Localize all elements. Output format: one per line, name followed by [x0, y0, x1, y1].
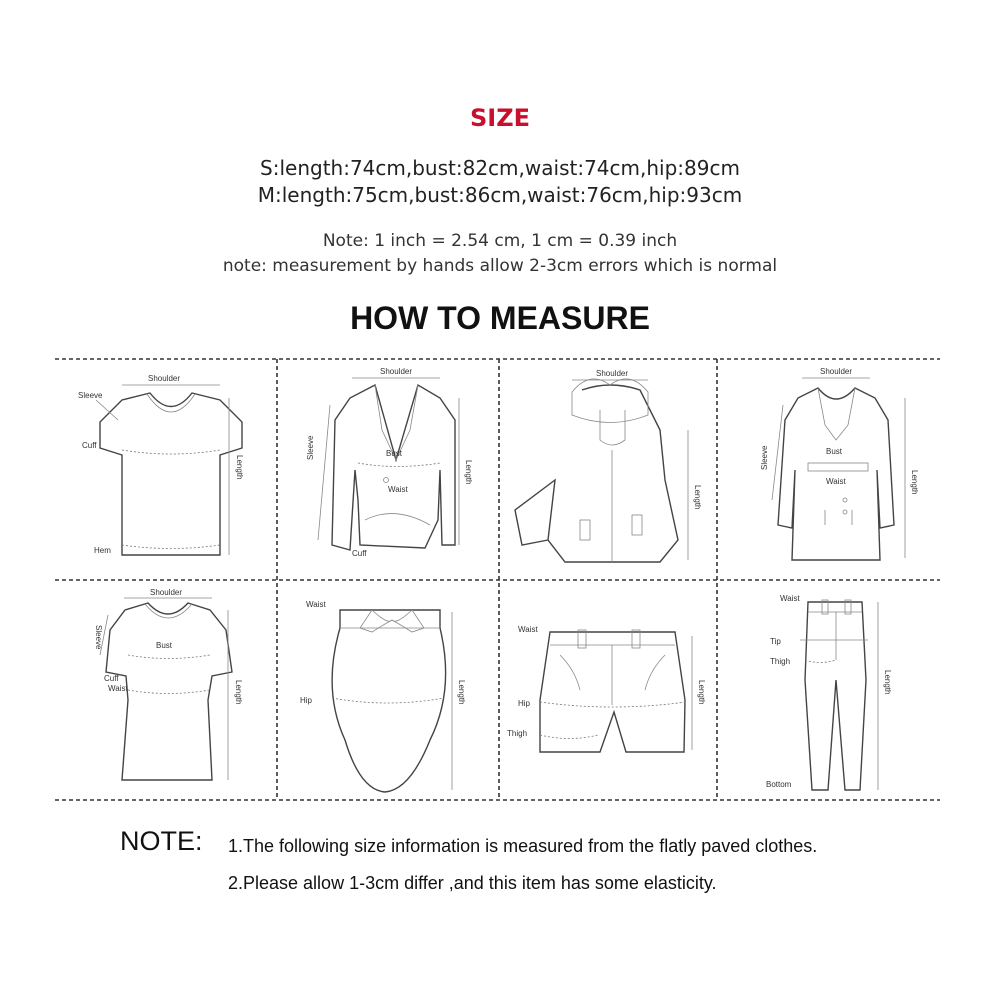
shorts-waist-label: Waist [518, 625, 538, 634]
tshirt-cuff-label: Cuff [82, 441, 97, 450]
shorts-illustration [507, 625, 706, 752]
coat-shoulder-label: Shoulder [820, 367, 853, 376]
dress-sleeve-label: Sleeve [94, 625, 103, 650]
coat-sleeve-label: Sleeve [760, 445, 769, 470]
blazer-shoulder-label: Shoulder [380, 367, 413, 376]
grid-lines [55, 359, 940, 800]
pants-length-label: Length [883, 670, 892, 695]
blazer-sleeve-label: Sleeve [306, 435, 315, 460]
size-title: SIZE [469, 104, 530, 132]
pants-waist-label: Waist [780, 594, 800, 603]
footer-note-2: 2.Please allow 1-3cm differ ,and this item has some elasticity. [228, 873, 717, 893]
dress-length-label: Length [234, 680, 243, 705]
dress-waist-label: Waist [108, 684, 128, 693]
blazer-cuff-label: Cuff [352, 549, 367, 558]
dress-bust-label: Bust [156, 641, 173, 650]
skirt-illustration [300, 600, 466, 792]
coat-bust-label: Bust [826, 447, 843, 456]
skirt-hip-label: Hip [300, 696, 313, 705]
coat-waist-label: Waist [826, 477, 846, 486]
blazer-waist-label: Waist [388, 485, 408, 494]
coat-illustration [760, 367, 919, 560]
footer-note-label: NOTE: [120, 826, 203, 856]
pants-bottom-label: Bottom [766, 780, 792, 789]
conversion-note: Note: 1 inch = 2.54 cm, 1 cm = 0.39 inch [322, 231, 678, 251]
coat-length-label: Length [910, 470, 919, 495]
skirt-waist-label: Waist [306, 600, 326, 609]
footer-note-1: 1.The following size information is measured from the flatly paved clothes. [228, 836, 818, 856]
size-row-s: S:length:74cm,bust:82cm,waist:74cm,hip:89cm [260, 156, 740, 180]
pants-illustration [766, 594, 892, 790]
error-note: note: measurement by hands allow 2-3cm errors which is normal [222, 256, 778, 276]
blazer-length-label: Length [464, 460, 473, 485]
size-row-m: M:length:75cm,bust:86cm,waist:76cm,hip:93cm [257, 183, 743, 207]
blazer-illustration [306, 367, 473, 558]
shorts-hip-label: Hip [518, 699, 531, 708]
pants-tip-label: Tip [770, 637, 781, 646]
tshirt-hem-label: Hem [94, 546, 111, 555]
tshirt-length-label: Length [235, 455, 244, 480]
tshirt-sleeve-label: Sleeve [78, 391, 103, 400]
how-to-measure-title: HOW TO MEASURE [350, 300, 650, 336]
cape-length-label: Length [693, 485, 702, 510]
cape-illustration [515, 369, 702, 562]
cape-shoulder-label: Shoulder [596, 369, 629, 378]
skirt-length-label: Length [457, 680, 466, 705]
blazer-bust-label: Bust [386, 449, 403, 458]
dress-illustration [94, 588, 243, 780]
shorts-thigh-label: Thigh [507, 729, 528, 738]
shorts-length-label: Length [697, 680, 706, 705]
dress-shoulder-label: Shoulder [150, 588, 183, 597]
tshirt-shoulder-label: Shoulder [148, 374, 181, 383]
tshirt-illustration [78, 374, 244, 555]
dress-cuff-label: Cuff [104, 674, 119, 683]
pants-thigh-label: Thigh [770, 657, 791, 666]
